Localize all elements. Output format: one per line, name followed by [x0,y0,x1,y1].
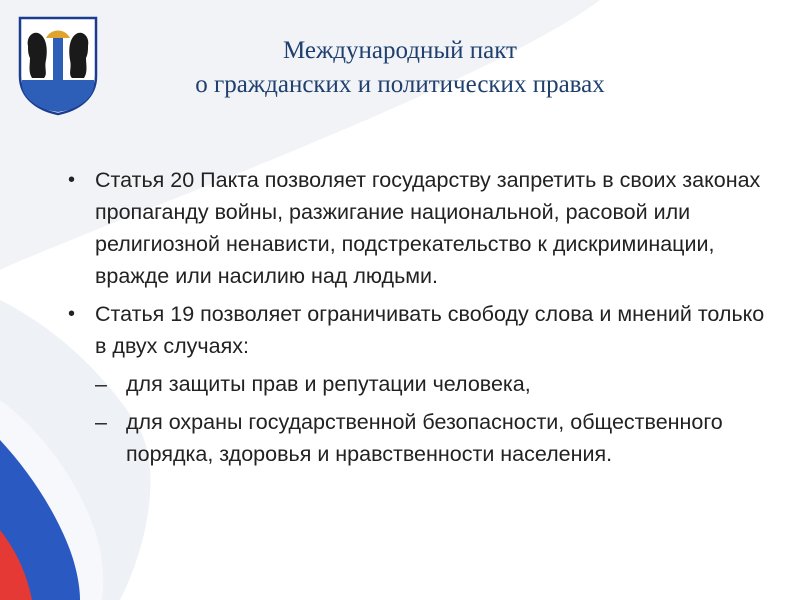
bullet-text: Статья 19 позволяет ограничивать свободу слова и мнений только в двух случаях: [95,302,765,358]
dash-marker: – [95,372,107,396]
dash-marker: – [95,410,107,434]
sub-item-text: для охраны государственной безопасности, общественного порядка, здоровья и нравственности населения. [126,410,723,466]
sub-item-security [68,406,768,470]
slide-title-line-1: Международный пакт [283,37,517,64]
bullet-article-19 [68,298,768,362]
bullet-marker: • [68,169,76,191]
slide-title-line-2: о гражданских и политических правах [195,71,605,98]
bullet-article-20 [68,164,768,292]
sub-item-reputation [68,368,768,400]
slide-content [68,164,768,476]
bullet-text: Статья 20 Пакта позволяет государству запретить в своих законах пропаганду войны, разжигание национальной, расовой или религиозной ненависти, подстрекательство к дискриминации, вражде или насилию над людьми. [95,168,761,288]
bullet-marker: • [68,303,76,325]
sub-item-text: для защиты прав и репутации человека, [126,372,531,396]
coat-of-arms-icon [18,16,98,116]
